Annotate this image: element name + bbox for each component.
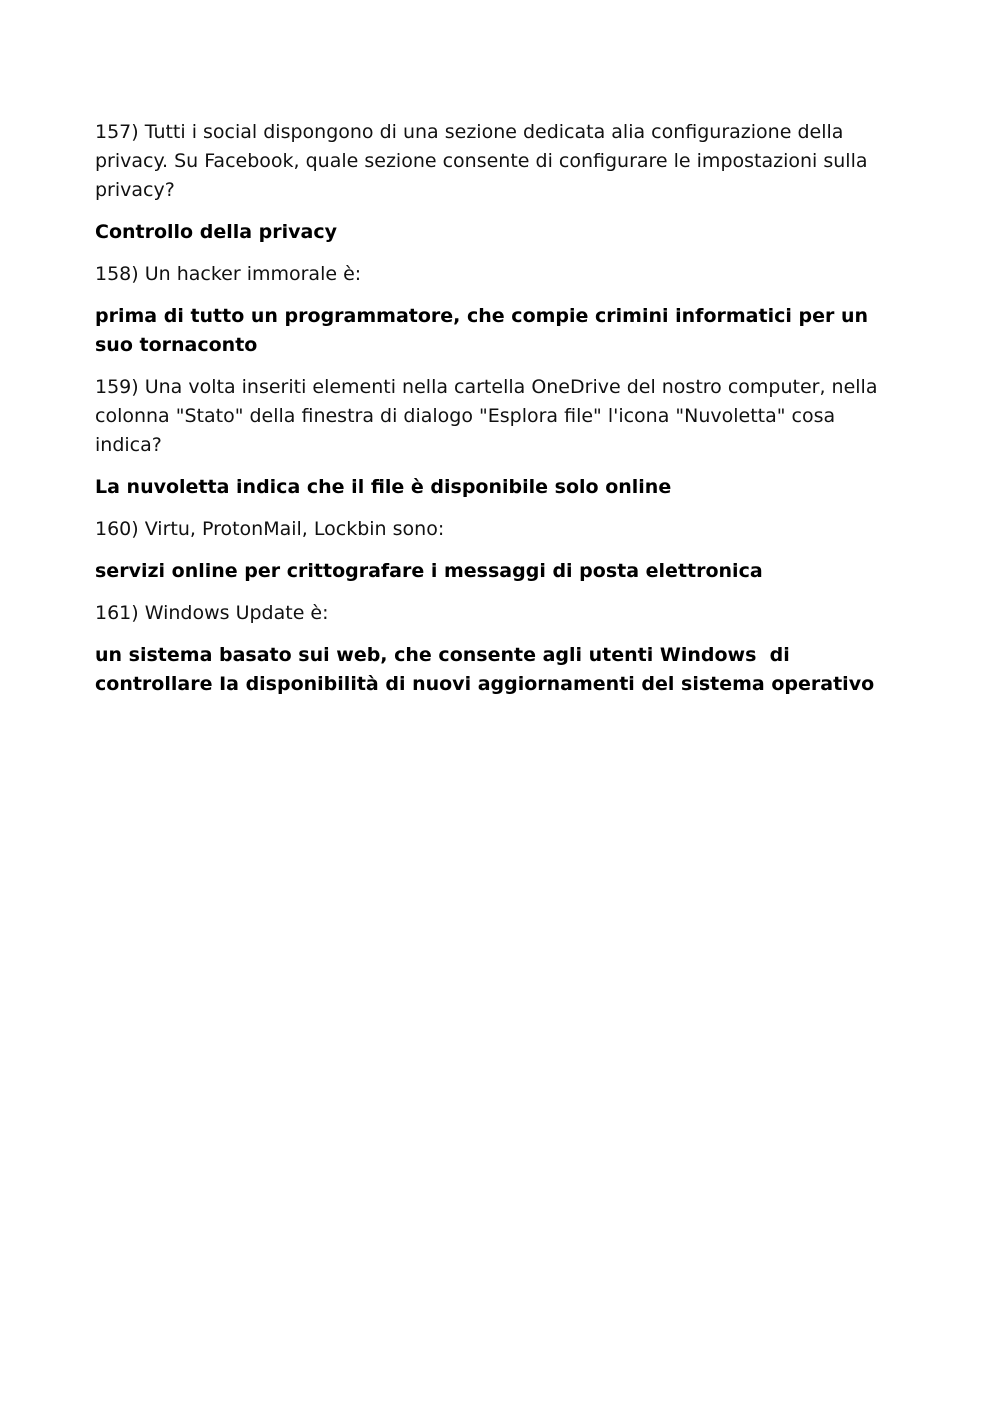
answer-text: Controllo della privacy xyxy=(95,221,338,243)
document-content xyxy=(95,118,905,712)
question-text: 161) Windows Update è: xyxy=(95,602,329,624)
qa-item-159 xyxy=(95,373,905,502)
qa-item-158 xyxy=(95,260,905,360)
answer-text: prima di tutto un programmatore, che compie crimini informatici per un suo tornaconto xyxy=(95,305,875,356)
question-text: 158) Un hacker immorale è: xyxy=(95,263,362,285)
qa-item-161 xyxy=(95,599,905,699)
question-text: 157) Tutti i social dispongono di una sezione dedicata alia configurazione della privacy. Su Facebook, quale sezione consente di configurare le impostazioni sulla privacy? xyxy=(95,121,874,201)
question-text: 159) Una volta inseriti elementi nella cartella OneDrive del nostro computer, nella colonna "Stato" della finestra di dialogo "Esplora file" l'icona "Nuvoletta" cosa indica? xyxy=(95,376,884,456)
answer-text: servizi online per crittografare i messaggi di posta elettronica xyxy=(95,560,763,582)
qa-item-157 xyxy=(95,118,905,247)
answer-text: un sistema basato sui web, che consente agli utenti Windows di controllare Ia disponibilità di nuovi aggiornamenti del sistema operativo xyxy=(95,644,875,695)
question-text: 160) Virtu, ProtonMail, Lockbin sono: xyxy=(95,518,445,540)
qa-item-160 xyxy=(95,515,905,586)
answer-text: La nuvoletta indica che il file è disponibile solo online xyxy=(95,476,672,498)
